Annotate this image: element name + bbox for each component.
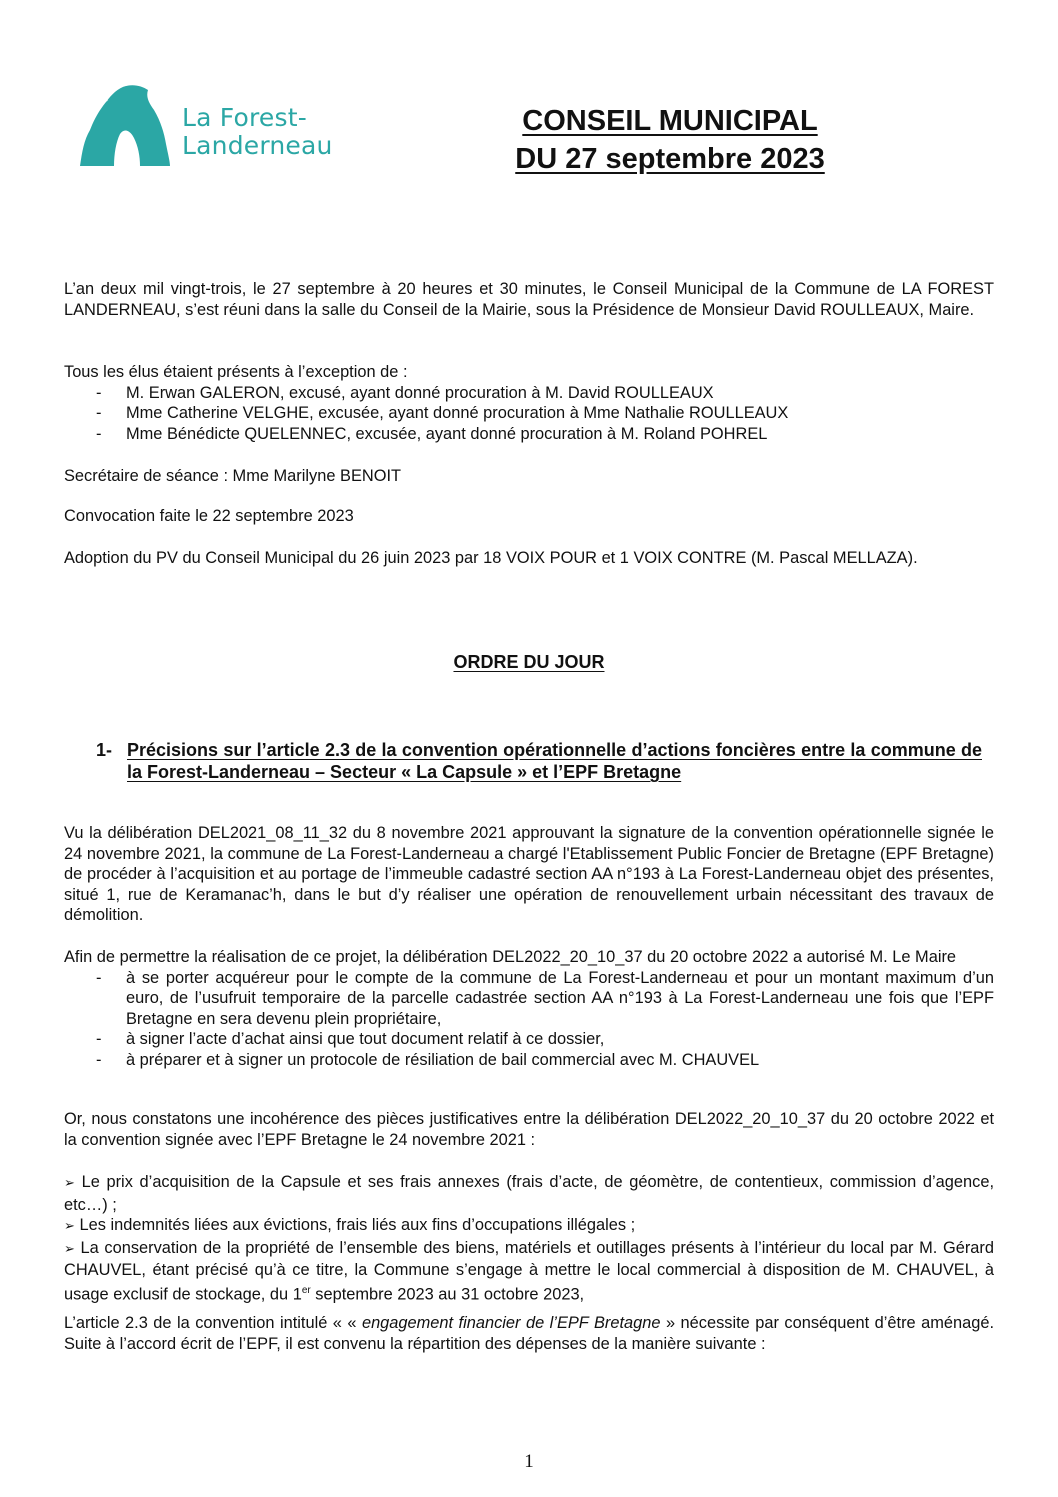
point-2: ➢ Les indemnités liées aux évictions, frais liés aux fins d’occupations illégales ;: [64, 1216, 636, 1234]
vu-block: [64, 823, 994, 926]
logo-text: [182, 104, 333, 160]
or-paragraph: Or, nous constatons une incohérence des pièces justificatives entre la délibération DEL2022_20_10_37 du 20 octobre 2022 et la convention signée avec l’EPF Bretagne le 24 novembre 2021 :: [64, 1110, 994, 1149]
arrow-bullet-icon: ➢: [64, 1241, 75, 1257]
list-item: - à se porter acquéreur pour le compte de la commune de La Forest-Landerneau et pour un montant maximum d’un euro, de l’usufruit temporaire de la parcelle cadastrée section AA n°193 à La Forest-Landerneau une fois que l’EPF Bretagne en sera devenu plein propriétaire,: [96, 968, 994, 1028]
title-line-2: DU 27 septembre 2023: [515, 143, 825, 175]
agenda-item-number: 1-: [96, 740, 113, 760]
intro-block: [64, 279, 994, 320]
article-paragraph: L’article 2.3 de la convention intitulé « « engagement financier de l’EPF Bretagne » nécessite par conséquent d’être aménagé. Suite à l’accord écrit de l’EPF, il est convenu la répartition des dépenses de la manière suivante :: [64, 1314, 995, 1353]
arrow-bullet-icon: ➢: [64, 1176, 75, 1191]
secretaire-line: Secrétaire de séance : Mme Marilyne BENOIT: [64, 467, 402, 485]
convocation-block: [64, 506, 994, 527]
convocation-line: Convocation faite le 22 septembre 2023: [64, 507, 354, 525]
logo: [78, 82, 348, 168]
agenda-item-heading: [96, 739, 982, 783]
agenda-item-title: Précisions sur l’article 2.3 de la convention opérationnelle d’actions foncières entre la commune de la Forest-Landerneau – Secteur « La Capsule » et l’EPF Bretagne: [127, 740, 982, 782]
or-block: [64, 1109, 994, 1150]
list-item: - à préparer et à signer un protocole de résiliation de bail commercial avec M. CHAUVEL: [96, 1050, 760, 1069]
adoption-paragraph: Adoption du PV du Conseil Municipal du 26 juin 2023 par 18 VOIX POUR et 1 VOIX CONTRE (M. Pascal MELLAZA).: [64, 549, 918, 567]
list-item: - Mme Bénédicte QUELENNEC, excusée, ayant donné procuration à M. Roland POHREL: [96, 424, 768, 443]
page-number: 1: [524, 1451, 534, 1472]
authorizations-list: [64, 968, 994, 1071]
vu-paragraph: Vu la délibération DEL2021_08_11_32 du 8 novembre 2021 approuvant la signature de la convention opérationnelle signée le 24 novembre 2021, la commune de La Forest-Landerneau a chargé l'Etablissement Public Foncier de Bretagne (EPF Bretagne) de procéder à l’acquisition et au portage de l’immeuble cadastré section AA n°193 à La Forest-Landerneau objet des présentes, situé 1, rue de Keramanac’h, dans le but d’y réaliser une opération de renouvellement urbain nécessitant des travaux de démolition.: [64, 824, 994, 924]
adoption-block: [64, 548, 994, 569]
arrow-bullet-icon: ➢: [64, 1219, 75, 1234]
points-block: [64, 1172, 994, 1304]
logo-line-2: Landerneau: [182, 131, 333, 160]
list-item: - à signer l’acte d’achat ainsi que tout document relatif à ce dossier,: [96, 1030, 605, 1048]
absents-block: [64, 362, 994, 444]
point-1: ➢ Le prix d’acquisition de la Capsule et ses frais annexes (frais d’acte, de géomètre, de contentieux, commission d’agence, etc…) ;: [64, 1173, 994, 1214]
list-item: - M. Erwan GALERON, excusé, ayant donné procuration à M. David ROULLEAUX: [96, 383, 714, 402]
absent-intro: Tous les élus étaient présents à l’exception de :: [64, 363, 408, 381]
afin-paragraph: Afin de permettre la réalisation de ce projet, la délibération DEL2022_20_10_37 du 20 octobre 2022 a autorisé M. Le Maire: [64, 948, 957, 966]
absents-list: [64, 383, 994, 445]
title-line-1: CONSEIL MUNICIPAL: [522, 105, 818, 137]
agenda-title: ORDRE DU JOUR: [453, 652, 605, 672]
logo-line-1: La Forest-: [182, 103, 307, 132]
article-block: [64, 1313, 994, 1354]
secretaire-block: [64, 466, 994, 487]
opening-paragraph: L’an deux mil vingt-trois, le 27 septembre à 20 heures et 30 minutes, le Conseil Municipal de la Commune de LA FOREST LANDERNEAU, s’est réuni dans la salle du Conseil de la Mairie, sous la Présidence de Monsieur David ROULLEAUX, Maire.: [64, 280, 994, 319]
page-title: [470, 102, 870, 178]
point-3: ➢ La conservation de la propriété de l’ensemble des biens, matériels et outillages présents à l’intérieur du local par M. Gérard CHAUVEL, étant précisé qu’à ce titre, la Commune s’engage à mettre le local commercial à disposition de M. CHAUVEL, à usage exclusif de stockage, du 1er septembre 2023 au 31 octobre 2023,: [64, 1238, 994, 1303]
afin-block: [64, 947, 994, 1070]
logo-arch-icon: [78, 82, 176, 168]
list-item: - Mme Catherine VELGHE, excusée, ayant donné procuration à Mme Nathalie ROULLEAUX: [96, 404, 789, 422]
